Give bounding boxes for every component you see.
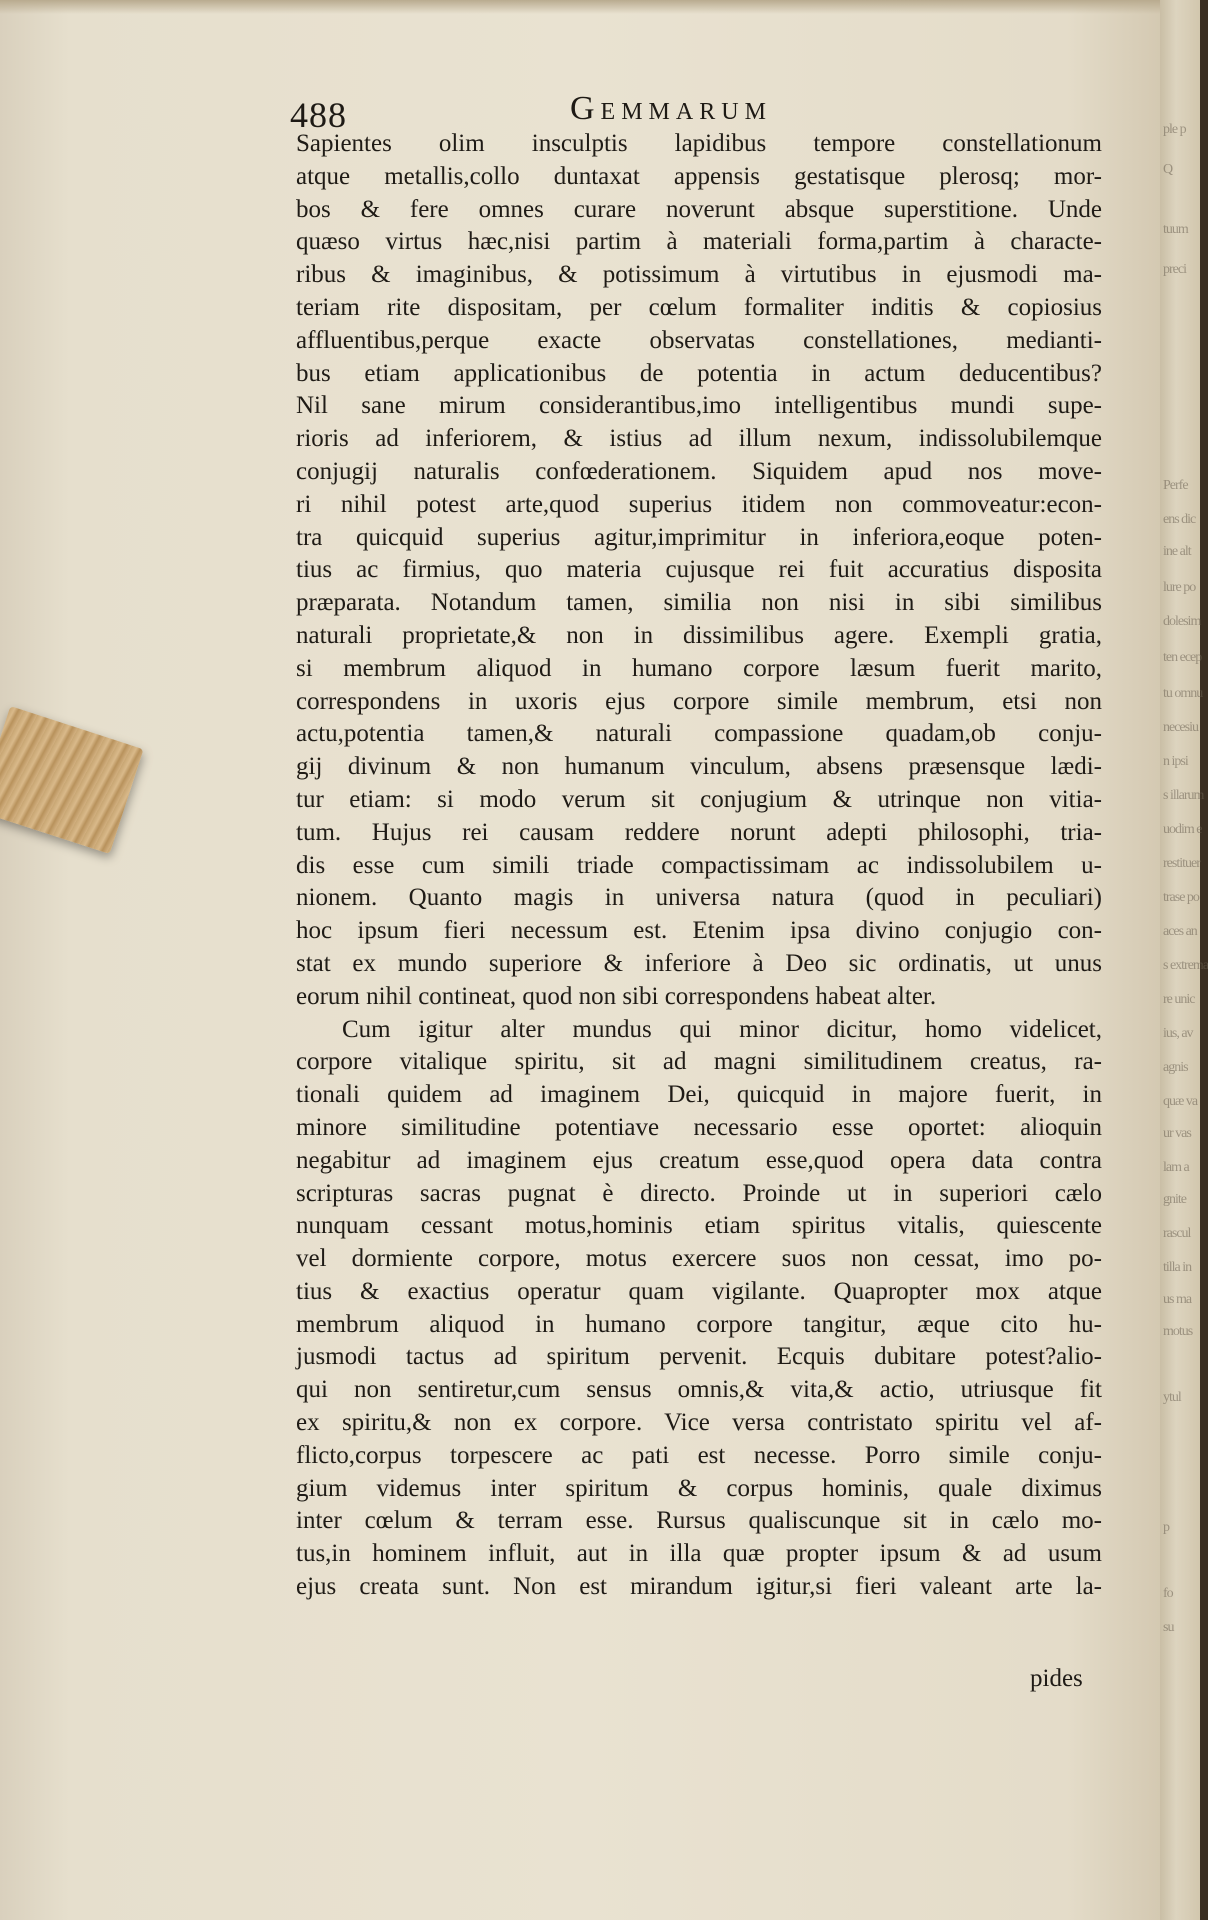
- text-line: gium videmus inter spiritum & corpus hominis, quale diximus: [296, 1474, 1102, 1502]
- text-line: ribus & imaginibus, & potissimum à virtutibus in ejusmodi ma-: [296, 261, 1102, 289]
- facing-page-fragment: aces an: [1163, 924, 1197, 939]
- text-line: gij divinum & non humanum vinculum, absens præsensque lædi-: [296, 753, 1102, 781]
- facing-page-fragment: restituer: [1163, 856, 1200, 871]
- facing-page-fragment: Perfe: [1163, 478, 1188, 493]
- text-line: qui non sentiretur,cum sensus omnis,& vita,& actio, utriusque fit: [296, 1376, 1102, 1404]
- facing-page-fragment: ur vas: [1163, 1126, 1191, 1141]
- text-line: flicto,corpus torpescere ac pati est necesse. Porro simile conju-: [296, 1441, 1102, 1469]
- text-line: tum. Hujus rei causam reddere norunt adepti philosophi, tria-: [296, 818, 1102, 846]
- text-line: atque metallis,collo duntaxat appensis gestatisque plerosq; mor-: [296, 162, 1102, 190]
- body-text: [296, 128, 1102, 1604]
- facing-page-fragment: preci: [1163, 262, 1186, 277]
- text-line: tus,in hominem influit, aut in illa quæ propter ipsum & ad usum: [296, 1540, 1102, 1568]
- facing-page-fragment: ens dic: [1163, 512, 1196, 527]
- facing-page-fragment: s extrema: [1163, 958, 1208, 973]
- text-line: nionem. Quanto magis in universa natura (quod in peculiari): [296, 884, 1102, 912]
- facing-page-fragment: ine alt: [1163, 544, 1191, 559]
- facing-page-fragment: ten ecep: [1163, 650, 1202, 665]
- facing-page-fragment: dolesim: [1163, 614, 1201, 629]
- facing-page-fragment: trase po: [1163, 890, 1199, 905]
- facing-page-fragment: tu omnu: [1163, 686, 1203, 701]
- text-line: inter cœlum & terram esse. Rursus qualiscunque sit in cælo mo-: [296, 1507, 1102, 1535]
- text-line: si membrum aliquod in humano corpore læsum fuerit marito,: [296, 654, 1102, 682]
- text-line: dis esse cum simili triade compactissimam ac indissolubilem u-: [296, 851, 1102, 879]
- text-line: bos & fere omnes curare noverunt absque superstitione. Unde: [296, 195, 1102, 223]
- text-line: conjugij naturalis confœderationem. Siquidem apud nos move-: [296, 457, 1102, 485]
- facing-page-fragment: agnis: [1163, 1060, 1188, 1075]
- running-head: Gemmarum: [570, 90, 772, 127]
- text-line: ri nihil potest arte,quod superius itidem non commoveatur:econ-: [296, 490, 1102, 518]
- facing-page-fragment: re unic: [1163, 992, 1195, 1007]
- text-line: tius ac firmius, quo materia cujusque rei fuit accuratius disposita: [296, 556, 1102, 584]
- text-line: eorum nihil contineat, quod non sibi correspondens habeat alter.: [296, 982, 937, 1010]
- text-line: quæso virtus hæc,nisi partim à materiali forma,partim à characte-: [296, 228, 1102, 256]
- facing-page-fragment: us ma: [1163, 1292, 1192, 1307]
- facing-page-fragment: necesiu: [1163, 720, 1198, 735]
- text-line: minore similitudine potentiave necessario esse oportet: alioquin: [296, 1113, 1102, 1141]
- facing-page-fragment: lure po: [1163, 580, 1196, 595]
- text-line: bus etiam applicationibus de potentia in actum deducentibus?: [296, 359, 1102, 387]
- text-line: præparata. Notandum tamen, similia non nisi in sibi similibus: [296, 589, 1102, 617]
- facing-page-fragment: s illarum: [1163, 788, 1204, 803]
- text-line: membrum aliquod in humano corpore tangitur, æque cito hu-: [296, 1310, 1102, 1338]
- page-number: 488: [290, 95, 347, 135]
- text-line: naturali proprietate,& non in dissimilibus agere. Exempli gratia,: [296, 621, 1102, 649]
- text-line: tionali quidem ad imaginem Dei, quicquid in majore fuerit, in: [296, 1081, 1102, 1109]
- text-line: ejus creata sunt. Non est mirandum igitur,si fieri valeant arte la-: [296, 1573, 1102, 1601]
- facing-page-fragment: ytul: [1163, 1390, 1181, 1405]
- text-line: jusmodi tactus ad spiritum pervenit. Ecquis dubitare potest?alio-: [296, 1343, 1102, 1371]
- facing-page-fragment: lam a: [1163, 1160, 1189, 1175]
- facing-page-fragment: su: [1163, 1620, 1174, 1635]
- text-line: negabitur ad imaginem ejus creatum esse,quod opera data contra: [296, 1146, 1102, 1174]
- text-line: Nil sane mirum considerantibus,imo intelligentibus mundi supe-: [296, 392, 1102, 420]
- text-line: teriam rite dispositam, per cœlum formaliter inditis & copiosius: [296, 293, 1102, 321]
- text-line: tra quicquid superius agitur,imprimitur in inferiora,eoque poten-: [296, 523, 1102, 551]
- text-line: scripturas sacras pugnat è directo. Proinde ut in superiori cælo: [296, 1179, 1102, 1207]
- facing-page-fragment: Q: [1163, 162, 1173, 177]
- text-line: corpore vitalique spiritu, sit ad magni similitudinem creatus, ra-: [296, 1048, 1102, 1076]
- facing-page-fragment: tilla in: [1163, 1260, 1192, 1275]
- text-line: actu,potentia tamen,& naturali compassione quadam,ob conju-: [296, 720, 1102, 748]
- text-line: Cum igitur alter mundus qui minor dicitur, homo videlicet,: [342, 1015, 1102, 1043]
- text-line: ex spiritu,& non ex corpore. Vice versa contristato spiritu vel af-: [296, 1409, 1102, 1437]
- text-line: correspondens in uxoris ejus corpore simile membrum, etsi non: [296, 687, 1102, 715]
- facing-page-fragment: tuum: [1163, 222, 1188, 237]
- text-line: rioris ad inferiorem, & istius ad illum nexum, indissolubilemque: [296, 425, 1102, 453]
- facing-page-fragment: fo: [1163, 1586, 1173, 1601]
- facing-page-fragment: p: [1163, 1520, 1169, 1535]
- text-line: hoc ipsum fieri necessum est. Etenim ipsa divino conjugio con-: [296, 917, 1102, 945]
- facing-page-fragment: ius, av: [1163, 1026, 1193, 1041]
- wooden-page-marker: [0, 706, 144, 854]
- text-line: Sapientes olim insculptis lapidibus tempore constellationum: [296, 130, 1102, 157]
- facing-page-fragment: gnite: [1163, 1192, 1186, 1207]
- catchword: pides: [1030, 1665, 1083, 1692]
- text-line: vel dormiente corpore, motus exercere suos non cessat, imo po-: [296, 1245, 1102, 1273]
- facing-page-fragment: uodim e: [1163, 822, 1202, 837]
- text-line: tur etiam: si modo verum sit conjugium & utrinque non vitia-: [296, 785, 1102, 813]
- text-line: affluentibus,perque exacte observatas constellationes, medianti-: [296, 326, 1102, 354]
- facing-page-fragment: rascul: [1163, 1226, 1191, 1241]
- facing-page-fragment: quæ va: [1163, 1094, 1198, 1109]
- facing-page-fragment: ple p: [1163, 122, 1186, 137]
- facing-page-fragment: n ipsi: [1163, 754, 1188, 769]
- facing-page-fragment: motus: [1163, 1324, 1193, 1339]
- text-line: tius & exactius operatur quam vigilante. Quapropter mox atque: [296, 1277, 1102, 1305]
- text-line: nunquam cessant motus,hominis etiam spiritus vitalis, quiescente: [296, 1212, 1102, 1240]
- text-line: stat ex mundo superiore & inferiore à Deo sic ordinatis, ut unus: [296, 949, 1102, 977]
